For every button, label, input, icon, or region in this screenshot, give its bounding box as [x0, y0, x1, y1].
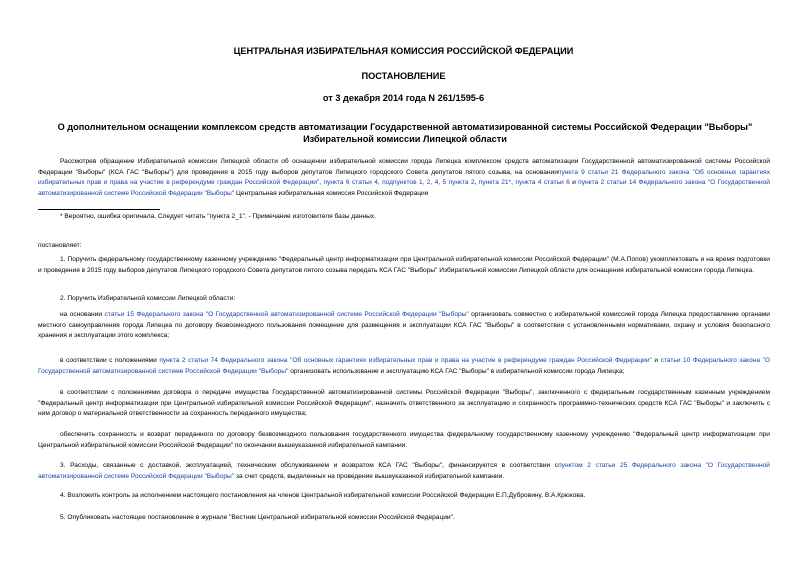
preamble-text-5: , — [511, 179, 514, 186]
preamble-text-1: Рассмотрев обращение Избирательной комиссии Липецкой области об оснащении избирательной комиссии города Липецка комплексом средств автоматизации Государственной автоматизированной системы Российской Федерации "Выборы" (КСА ГАС "Выборы") для проведения в 2015 году выборов депутатов Липецкого городского Совета депутатов пятого созыва, на основании — [38, 158, 770, 176]
footnote: * Вероятно, ошибка оригинала. Следует читать "пункта 2_1". - Примечание изготовителя базы данных. — [60, 213, 376, 220]
sub2-text-1: в соответствии с положениями — [60, 357, 157, 364]
preamble-text-6: и — [569, 179, 576, 186]
resolves-label: постановляет: — [38, 242, 82, 249]
commission-heading: ЦЕНТРАЛЬНАЯ ИЗБИРАТЕЛЬНАЯ КОМИССИЯ РОССИЙСКОЙ ФЕДЕРАЦИИ — [233, 46, 574, 56]
item-2-subitem-1 — [38, 310, 770, 342]
item-4: 4. Возложить контроль за исполнением настоящего постановления на членов Центральной избирательной комиссии Российской Федерации Е.П.Дубровину, В.А.Крюкова. — [60, 492, 586, 499]
title-line-2: Избирательной комиссии Липецкой области — [303, 134, 507, 144]
sub2-text-3: организовать использование и эксплуатацию КСА ГАС "Выборы" в избирательной комиссии города Липецка; — [288, 367, 625, 375]
preamble-text-7: Центральная избирательная комиссия Российской Федерации — [234, 189, 429, 197]
document-date-number: от 3 декабря 2014 года N 261/1595-6 — [322, 93, 485, 103]
item-2-subitem-4: обеспечить сохранность и возврат переданного по договору безвозмездного пользования государственного имущества федеральному государственному казенному учреждению "Федеральный центр информатизации при Центральной избирательной комиссии Российской Федерации" по окончании вышеуказанной избирательной кампании. — [38, 431, 770, 449]
item-2: 2. Поручить Избирательной комиссии Липецкой области: — [60, 295, 236, 302]
link-p2-art14[interactable]: пункта 2 статьи 14 Федерального закона "О Государственной автоматизированной системе Российской Федерации "Выборы" — [38, 179, 770, 197]
preamble-text-3: , — [377, 179, 380, 186]
item-2-subitem-2 — [38, 356, 770, 377]
preamble-text-2: , — [319, 179, 322, 186]
footnote-divider — [38, 209, 160, 210]
link-art10[interactable]: статьи 10 Федерального закона "О Государственной автоматизированной системе Российской Федерации "Выборы" — [38, 357, 770, 375]
preamble-text-4: , — [474, 179, 477, 186]
sub1-text-1: на основании — [60, 311, 103, 318]
item-1: 1. Поручить федеральному государственному казенному учреждению "Федеральный центр информатизации при Центральной избирательной комиссии Российской Федерации" (М.А.Попов) укомплектовать и на время подготовки и проведения в 2015 году выборов депутатов Липецкого городского Совета депутатов пятого созыва передать КСА ГАС "Выборы" Избирательной комиссии Липецкой области для оснащения избирательной комиссии города Липецка. — [38, 256, 770, 274]
item-5: 5. Опубликовать настоящее постановление в журнале "Вестник Центральной избирательной комиссии Российской Федерации". — [60, 514, 455, 521]
sub2-text-2: и — [651, 357, 659, 364]
link-p9-art21[interactable]: пункта 9 статьи 21 Федерального закона "Об основных гарантиях избирательных прав и права на участие в референдуме граждан Российской Федерации" — [38, 168, 771, 186]
item-3 — [38, 461, 770, 482]
link-p4-art6[interactable]: пункта 4 статьи 6 — [515, 179, 570, 186]
title-line-1: О дополнительном оснащении комплексом средств автоматизации Государственной автоматизированной системы Российской Федерации "Выборы" — [57, 122, 753, 132]
item3-text-2: за счет средств, выделенных на проведение вышеуказанной избирательной кампании. — [234, 472, 505, 480]
link-p2-art74[interactable]: пункта 2 статьи 74 Федерального закона "Об основных гарантиях избирательных прав и права на участие в референдуме граждан Российской Федерации" — [159, 357, 652, 364]
item-2-subitem-3: в соответствии с положениями договора о передаче имущества Государственной автоматизированной системы Российской Федерации "Выборы", заключенного с федеральным государственным казенным учреждением "Федеральный центр информатизации при Центральной избирательной комиссии Российской Федерации", назначить ответственного за эксплуатацию и сохранность программно-технических средств КСА ГАС "Выборы" и заключить с ним договор о материальной ответственности за сохранность переданного имущества; — [38, 389, 770, 417]
link-p21[interactable]: пункта 21* — [478, 179, 512, 186]
preamble-paragraph — [38, 157, 770, 199]
document-title — [40, 121, 770, 145]
item3-text-1: 3. Расходы, связанные с доставкой, эксплуатацией, техническим обслуживанием и возвратом КСА ГАС "Выборы", финансируются в соответствии с — [60, 462, 559, 469]
link-p2-art25[interactable]: пунктом 2 статьи 25 Федерального закона "О Государственной автоматизированной системе Российской Федерации "Выборы" — [38, 462, 770, 480]
link-art15[interactable]: статьи 15 Федерального закона "О Государственной автоматизированной системе Российской Федерации "Выборы" — [104, 311, 469, 318]
link-subpoints-p2[interactable]: подпунктов 1, 2, 4, 5 пункта 2 — [382, 179, 475, 186]
document-type: ПОСТАНОВЛЕНИЕ — [361, 71, 446, 81]
sub1-text-2: организовать совместно с избирательной комиссией города Липецка предоставление органами местного самоуправления города Липецка по договору безвозмездного пользования помещение для размещения и эксплуатации КСА ГАС "Выборы" в соответствии с установленными нормативами, охрану и условия безопасного хранения и эксплуатации этого комплекса; — [38, 311, 770, 339]
link-p6-art4[interactable]: пункта 6 статьи 4 — [323, 179, 378, 186]
